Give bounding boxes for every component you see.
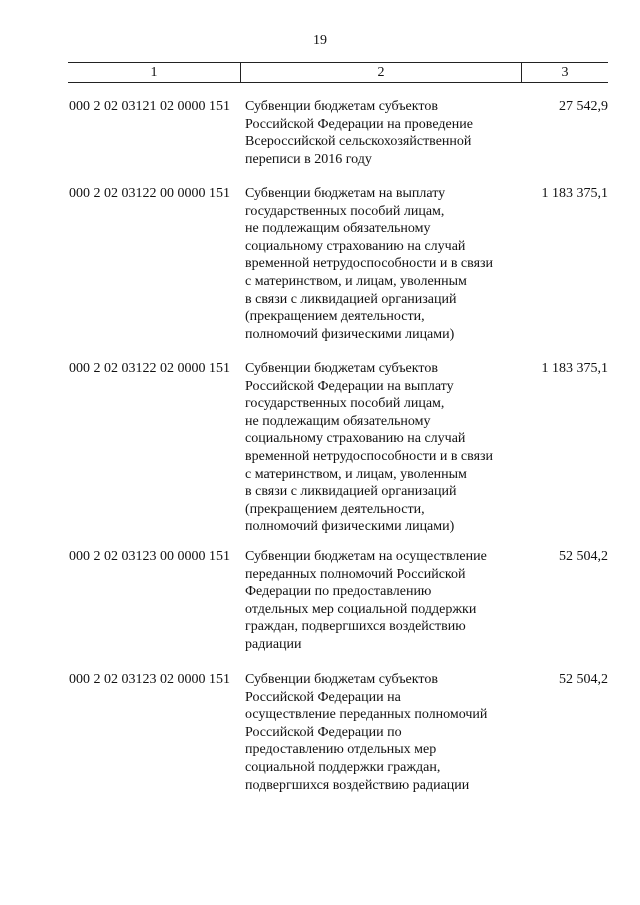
row-amount: 52 504,2	[559, 672, 608, 687]
row-description: Субвенции бюджетам на выплату государственных пособий лицам, не подлежащим обязательному социальному страхованию на случай временной нетрудоспособности и в связи с материнством, и лицам, уволенным в связи с ликвидацией организаций (прекращением деятельности, полномочий физическими лицами)	[245, 186, 494, 342]
row-description: Субвенции бюджетам субъектов Российской Федерации на осуществление переданных полномочий Российской Федерации по предоставлению отдельных мер социальной поддержки граждан, подвергшихся воздействию радиации	[245, 672, 488, 793]
row-description: Субвенции бюджетам субъектов Российской Федерации на выплату государственных пособий лицам, не подлежащим обязательному социальному страхованию на случай временной нетрудоспособности и в связи с материнством, и лицам, уволенным в связи с ликвидацией организаций (прекращением деятельности, полномочий физическими лицами)	[245, 361, 494, 535]
row-amount: 1 183 375,1	[541, 361, 608, 376]
column-header-code: 1	[68, 63, 241, 82]
row-description: Субвенции бюджетам субъектов Российской Федерации на проведение Всероссийской сельскохозяйственной переписи в 2016 году	[245, 99, 473, 167]
row-amount: 27 542,9	[559, 99, 608, 114]
page-number: 19	[313, 33, 327, 48]
row-description: Субвенции бюджетам на осуществление переданных полномочий Российской Федерации по предоставлению отдельных мер социальной поддержки граждан, подвергшихся воздействию радиации	[245, 549, 487, 652]
budget-code: 000 2 02 03122 02 0000 151	[69, 361, 230, 376]
column-header-amount: 3	[561, 65, 569, 80]
row-amount: 52 504,2	[559, 549, 608, 564]
budget-code: 000 2 02 03123 02 0000 151	[69, 672, 230, 687]
budget-code: 000 2 02 03121 02 0000 151	[69, 99, 230, 114]
table-header	[68, 62, 608, 83]
budget-code: 000 2 02 03122 00 0000 151	[69, 186, 230, 201]
budget-code: 000 2 02 03123 00 0000 151	[69, 549, 230, 564]
column-header-description: 2	[241, 63, 522, 82]
row-amount: 1 183 375,1	[541, 186, 608, 201]
